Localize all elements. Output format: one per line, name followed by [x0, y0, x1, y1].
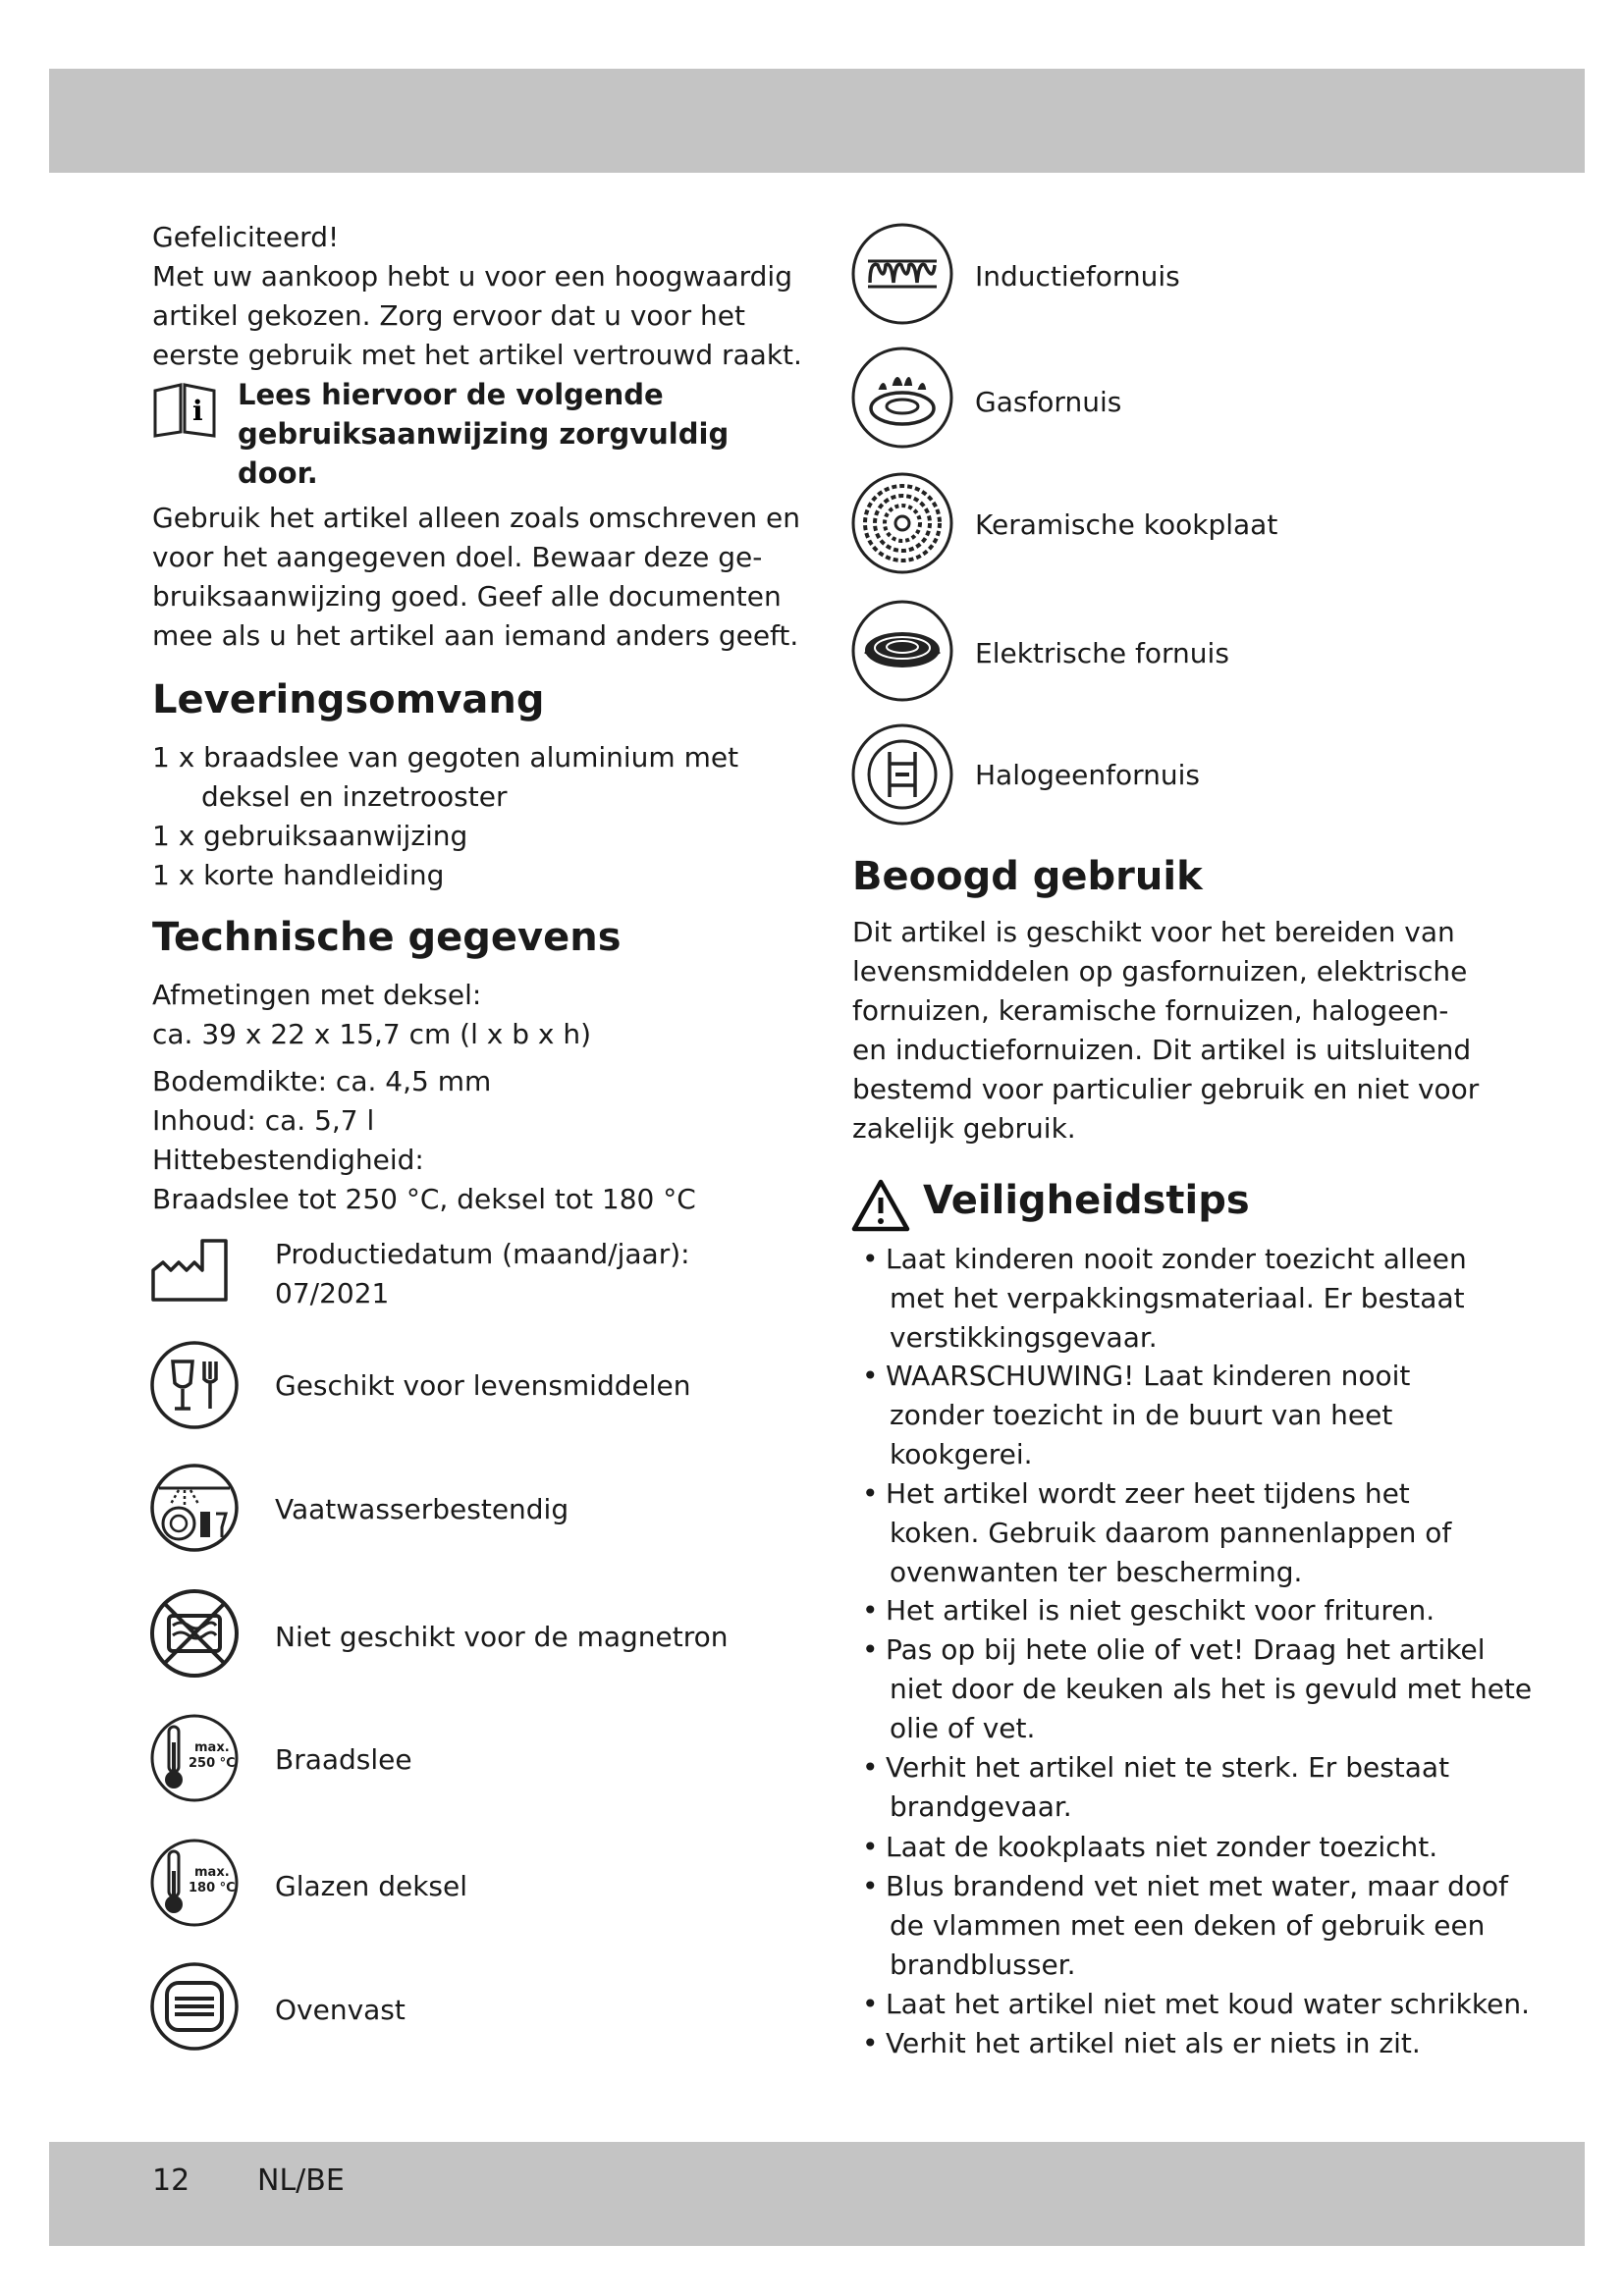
locale-code: NL/BE: [257, 2163, 345, 2198]
read-note-line: door.: [238, 456, 318, 490]
safety-tip-line: [862, 1828, 1438, 1867]
usage-line: bruiksaanwijzing goed. Geef alle documenten: [152, 580, 782, 613]
intended-line: Dit artikel is geschikt voor het bereiden van: [852, 916, 1455, 948]
symbol-label: 07/2021: [275, 1277, 390, 1309]
stove-label: Keramische kookplaat: [975, 508, 1278, 541]
tech-line: Braadslee tot 250 °C, deksel tot 180 °C: [152, 1183, 696, 1215]
scope-item: 1 x braadslee van gegoten aluminium met: [152, 741, 739, 774]
safety-tip-text: Laat het artikel niet met koud water schrikken.: [886, 1988, 1530, 2020]
symbol-label: Niet geschikt voor de magnetron: [275, 1621, 729, 1653]
tech-line: ca. 39 x 22 x 15,7 cm (l x b x h): [152, 1018, 592, 1050]
max-250-icon: [149, 1713, 240, 1803]
safety-tip-line: [862, 1985, 1530, 2024]
food-safe-icon: [149, 1340, 240, 1430]
intended-line: fornuizen, keramische fornuizen, halogeen-: [852, 994, 1449, 1027]
symbol-label: Vaatwasserbestendig: [275, 1493, 569, 1525]
intended-line: en inductiefornuizen. Dit artikel is uitsluitend: [852, 1034, 1472, 1066]
intended-line: levensmiddelen op gasfornuizen, elektrische: [852, 955, 1468, 988]
intro-line: artikel gekozen. Zorg ervoor dat u voor het: [152, 299, 746, 332]
symbol-label: Productiedatum (maand/jaar):: [275, 1238, 690, 1270]
bullet-dot: •: [862, 1477, 879, 1510]
tech-line: Hittebestendigheid:: [152, 1144, 424, 1176]
temp-max-text: max.: [194, 1865, 230, 1880]
header-bar: [49, 69, 1585, 173]
usage-line: Gebruik het artikel alleen zoals omschreven en: [152, 502, 800, 534]
bullet-dot: •: [862, 1243, 879, 1275]
tech-line: Bodemdikte: ca. 4,5 mm: [152, 1065, 492, 1097]
gas-stove-icon: [850, 346, 954, 450]
safety-tip-line: niet door de keuken als het is gevuld met hete: [890, 1673, 1533, 1705]
bullet-dot: •: [862, 1870, 879, 1902]
read-note-line: Lees hiervoor de volgende: [238, 378, 664, 411]
intro-line: Gefeliciteerd!: [152, 221, 340, 253]
safety-tip-line: verstikkingsgevaar.: [890, 1321, 1158, 1354]
usage-line: voor het aangegeven doel. Bewaar deze ge-: [152, 541, 763, 573]
safety-tip-line: koken. Gebruik daarom pannenlappen of: [890, 1517, 1452, 1549]
intended-line: zakelijk gebruik.: [852, 1112, 1076, 1145]
ceramic-hob-icon: [850, 471, 954, 575]
safety-tip-line: [862, 1867, 1508, 1906]
safety-tip-line: de vlammen met een deken of gebruik een: [890, 1909, 1486, 1942]
production-date-icon: [149, 1235, 232, 1304]
svg-text:i: i: [192, 395, 203, 427]
safety-tip-text: Het artikel wordt zeer heet tijdens het: [886, 1477, 1410, 1510]
scope-item: 1 x gebruiksaanwijzing: [152, 820, 468, 852]
safety-tip-line: [862, 1474, 1410, 1514]
tech-line: Afmetingen met deksel:: [152, 979, 482, 1011]
bullet-dot: •: [862, 1751, 879, 1784]
dishwasher-safe-icon: [149, 1463, 240, 1553]
safety-tip-line: brandblusser.: [890, 1949, 1076, 1981]
bullet-dot: •: [862, 1633, 879, 1666]
bullet-dot: •: [862, 1594, 879, 1627]
bullet-dot: •: [862, 1831, 879, 1863]
safety-tip-text: Verhit het artikel niet te sterk. Er bestaat: [886, 1751, 1450, 1784]
scope-item: 1 x korte handleiding: [152, 859, 445, 891]
intended-use-heading: Beoogd gebruik: [852, 854, 1203, 899]
scope-item: deksel en inzetrooster: [201, 780, 508, 813]
safety-tip-line: [862, 1630, 1486, 1670]
intended-line: bestemd voor particulier gebruik en niet voor: [852, 1073, 1480, 1105]
bullet-dot: •: [862, 1988, 879, 2020]
read-note-line: gebruiksaanwijzing zorgvuldig: [238, 417, 730, 451]
stove-label: Gasfornuis: [975, 386, 1122, 418]
symbol-label: Braadslee: [275, 1743, 412, 1776]
safety-tip-text: Laat de kookplaats niet zonder toezicht.: [886, 1831, 1438, 1863]
tech-line: Inhoud: ca. 5,7 l: [152, 1104, 375, 1137]
safety-tip-line: [862, 1240, 1467, 1279]
stove-label: Inductiefornuis: [975, 260, 1180, 293]
intro-line: Met uw aankoop hebt u voor een hoogwaardig: [152, 260, 792, 293]
safety-tip-line: olie of vet.: [890, 1712, 1036, 1744]
scope-heading: Leveringsomvang: [152, 677, 545, 722]
induction-icon: [850, 222, 954, 326]
safety-tip-text: Blus brandend vet niet met water, maar doof: [886, 1870, 1508, 1902]
safety-tip-line: brandgevaar.: [890, 1790, 1072, 1823]
safety-tip-line: [862, 1357, 1411, 1396]
usage-line: mee als u het artikel aan iemand anders geeft.: [152, 619, 799, 652]
bullet-dot: •: [862, 1360, 879, 1392]
electric-stove-icon: [850, 599, 954, 703]
safety-tip-line: [862, 1748, 1450, 1788]
safety-tip-line: [862, 2024, 1421, 2063]
oven-safe-icon: [149, 1961, 240, 2052]
page-number: 12: [152, 2163, 190, 2198]
temp-max-text: max.: [194, 1740, 230, 1755]
bullet-dot: •: [862, 2027, 879, 2059]
safety-tip-line: ovenwanten ter bescherming.: [890, 1556, 1303, 1588]
safety-tip-line: zonder toezicht in de buurt van heet: [890, 1399, 1393, 1431]
tech-heading: Technische gegevens: [152, 915, 622, 960]
symbol-label: Glazen deksel: [275, 1870, 468, 1902]
stove-label: Halogeenfornuis: [975, 759, 1200, 791]
intro-line: eerste gebruik met het artikel vertrouwd raakt.: [152, 339, 802, 371]
safety-tip-line: [862, 1591, 1435, 1630]
stove-label: Elektrische fornuis: [975, 637, 1229, 669]
read-manual-icon: [151, 381, 218, 440]
safety-tip-text: Het artikel is niet geschikt voor frituren.: [886, 1594, 1435, 1627]
symbol-label: Ovenvast: [275, 1994, 406, 2026]
temp-value-text: 180 °C: [189, 1881, 236, 1896]
safety-tip-line: kookgerei.: [890, 1438, 1033, 1470]
symbol-label: Geschikt voor levensmiddelen: [275, 1369, 691, 1402]
safety-tip-line: met het verpakkingsmateriaal. Er bestaat: [890, 1282, 1465, 1314]
warning-icon: [850, 1178, 911, 1233]
safety-tip-text: Pas op bij hete olie of vet! Draag het artikel: [886, 1633, 1486, 1666]
safety-tip-text: WAARSCHUWING! Laat kinderen nooit: [886, 1360, 1411, 1392]
temp-value-text: 250 °C: [189, 1756, 236, 1771]
safety-heading: Veiligheidstips: [923, 1178, 1250, 1223]
no-microwave-icon: [149, 1588, 240, 1679]
halogen-stove-icon: [850, 722, 954, 827]
safety-tip-text: Verhit het artikel niet als er niets in zit.: [886, 2027, 1421, 2059]
read-note: [238, 375, 729, 493]
safety-tip-text: Laat kinderen nooit zonder toezicht alleen: [886, 1243, 1467, 1275]
max-180-icon: [149, 1838, 240, 1928]
